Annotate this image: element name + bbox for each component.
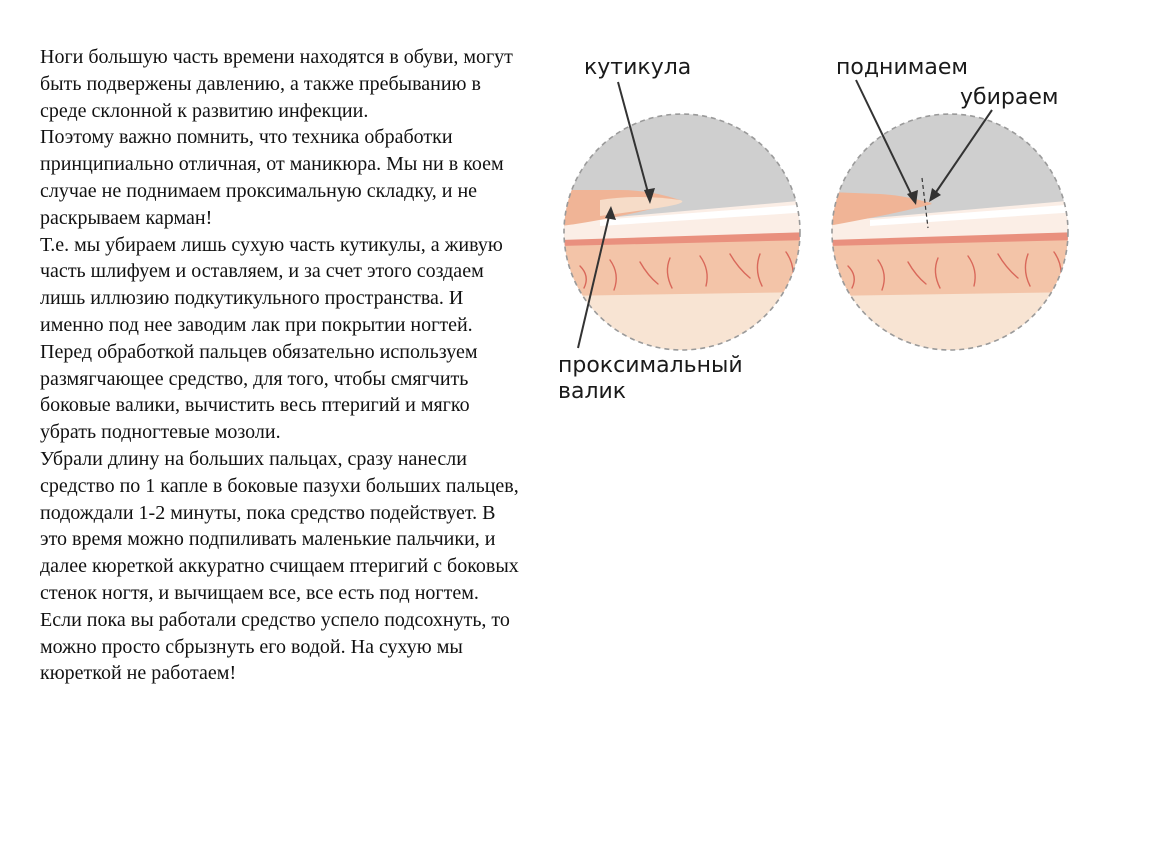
paragraph-2: Поэтому важно помнить, что техника обработки принципиально отличная, от маникюра. Мы ни в коем случае не поднимаем проксимальную складку, и не раскрываем карман! bbox=[40, 126, 504, 229]
paragraph-3: Т.е. мы убираем лишь сухую часть кутикулы, а живую часть шлифуем и оставляем, и за счет этого создаем лишь иллюзию подкутикульного пространства. И именно под нее заводим лак при покрытии ногтей. bbox=[40, 233, 503, 336]
base-layer bbox=[828, 290, 1078, 370]
paragraph-5: Убрали длину на больших пальцах, сразу нанесли средство по 1 капле в боковые пазухи больших пальцев, подождали 1-2 минуты, пока средство подействует. В это время можно подпиливать маленькие пальчики, и далее кюреткой аккуратно счищаем птеригий с боковых стенок ногтя, и вычищаем все, все есть под ногтем. bbox=[40, 447, 519, 604]
label-proximal-fold-line1: проксимальный bbox=[558, 353, 743, 378]
cuticle-diagram-svg bbox=[540, 40, 1100, 420]
label-proximal-fold-line2: валик bbox=[558, 379, 627, 404]
label-lift: поднимаем bbox=[836, 55, 968, 80]
label-remove: убираем bbox=[960, 85, 1059, 110]
paragraph-1: Ноги большую часть времени находятся в обуви, могут быть подвержены давлению, а также пребыванию в среде склонной к развитию инфекции. bbox=[40, 46, 513, 122]
paragraph-4: Перед обработкой пальцев обязательно используем размягчающее средство, для того, чтобы смягчить боковые валики, вычистить весь птеригий и мягко убрать подногтевые мозоли. bbox=[40, 340, 478, 444]
article-text bbox=[40, 44, 520, 687]
paragraph-6: Если пока вы работали средство успело подсохнуть, то можно просто сбрызнуть его водой. На сухую мы кюреткой не работаем! bbox=[40, 608, 510, 685]
tissue-layer bbox=[828, 238, 1078, 296]
cuticle-diagram bbox=[540, 40, 1100, 420]
label-cuticle: кутикула bbox=[584, 55, 692, 80]
